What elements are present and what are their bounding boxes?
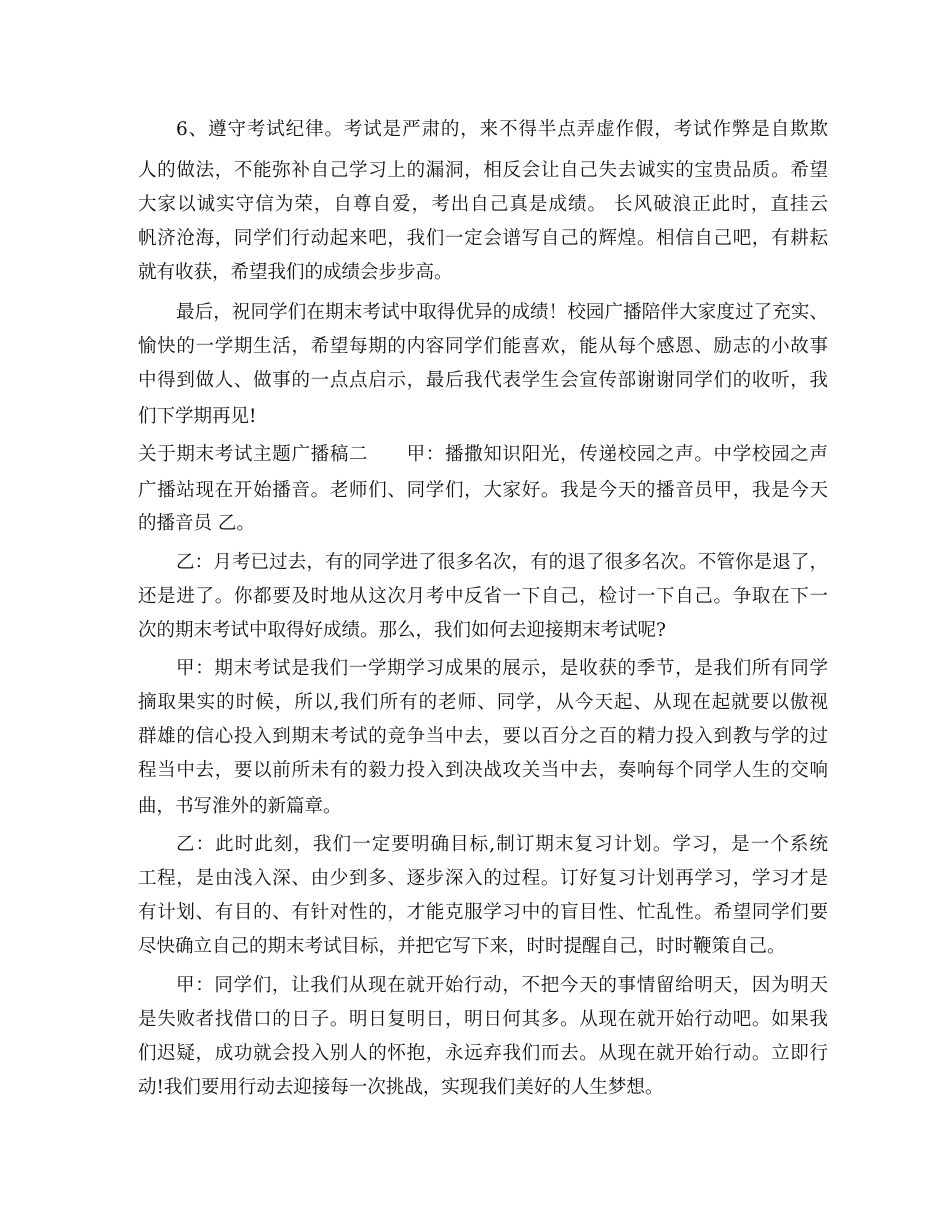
paragraph-7-line-4: 动!我们要用行动去迎接每一次挑战，实现我们美好的人生梦想。	[138, 1077, 664, 1098]
paragraph-3-line-3: 的播音员 乙。	[138, 513, 255, 534]
paragraph-5-line-1: 甲：期末考试是我们一学期学习成果的展示，是收获的季节，是我们所有同学	[176, 658, 828, 679]
paragraph-1-line-3: 大家以诚实守信为荣，自尊自爱，考出自己真是成绩。 长风破浪正此时，直挂云	[138, 194, 828, 215]
paragraph-6-line-3: 有计划、有目的、有针对性的，才能克服学习中的盲目性、忙乱性。希望同学们要	[138, 902, 828, 923]
paragraph-7-line-2: 是失败者找借口的日子。明日复明日，明日何其多。从现在就开始行动吧。如果我	[138, 1009, 828, 1030]
paragraph-7-line-1: 甲：同学们，让我们从现在就开始行动，不把今天的事情留给明天，因为明天	[176, 975, 828, 996]
paragraph-4-line-2: 还是进了。你都要及时地从这次月考中反省一下自己，检讨一下自己。争取在下一	[138, 586, 828, 607]
paragraph-1-line-2: 人的做法，不能弥补自己学习上的漏洞，相反会让自己失去诚实的宝贵品质。希望	[138, 160, 828, 181]
paragraph-2-line-4: 们下学期再见!	[138, 406, 257, 427]
paragraph-2-line-1: 最后，祝同学们在期末考试中取得优异的成绩！校园广播陪伴大家度过了充实、	[176, 302, 828, 323]
paragraph-4-line-3: 次的期末考试中取得好成绩。那么，我们如何去迎接期末考试呢?	[138, 620, 666, 641]
paragraph-4-line-1: 乙：月考已过去，有的同学进了很多名次，有的退了很多名次。不管你是退了，	[176, 552, 828, 573]
section-title-line: 关于期末考试主题广播稿二 甲：播撒知识阳光，传递校园之声。中学校园之声	[138, 444, 828, 465]
paragraph-6-line-2: 工程，是由浅入深、由少到多、逐步深入的过程。订好复习计划再学习，学习才是	[138, 868, 828, 889]
paragraph-3-line-2: 广播站现在开始播音。老师们、同学们，大家好。我是今天的播音员甲，我是今天	[138, 480, 828, 501]
paragraph-2-line-2: 愉快的一学期生活，希望每期的内容同学们能喜欢，能从每个感恩、励志的小故事	[138, 336, 828, 357]
paragraph-5-line-5: 曲，书写淮外的新篇章。	[138, 796, 342, 817]
paragraph-5-line-2: 摘取果实的时候，所以,我们所有的老师、同学，从今天起、从现在起就要以傲视	[138, 692, 828, 713]
paragraph-1-line-5: 就有收获，希望我们的成绩会步步高。	[138, 262, 453, 283]
paragraph-5-line-3: 群雄的信心投入到期末考试的竞争当中去，要以百分之百的精力投入到教与学的过	[138, 726, 828, 747]
paragraph-5-line-4: 程当中去，要以前所未有的毅力投入到决战攻关当中去，奏响每个同学人生的交响	[138, 760, 828, 781]
paragraph-7-line-3: 们迟疑，成功就会投入别人的怀抱，永远弃我们而去。从现在就开始行动。立即行	[138, 1043, 828, 1064]
paragraph-1-line-1: 6、遵守考试纪律。考试是严肃的，来不得半点弄虚作假，考试作弊是自欺欺	[176, 119, 828, 140]
paragraph-2-line-3: 中得到做人、做事的一点点启示，最后我代表学生会宣传部谢谢同学们的收听，我	[138, 370, 828, 391]
paragraph-6-line-4: 尽快确立自己的期末考试目标，并把它写下来，时时提醒自己，时时鞭策自己。	[138, 936, 786, 957]
paragraph-1-line-4: 帆济沧海，同学们行动起来吧，我们一定会谱写自己的辉煌。相信自己吧，有耕耘	[138, 228, 828, 249]
paragraph-6-line-1: 乙：此时此刻，我们一定要明确目标,制订期末复习计划。学习，是一个系统	[176, 834, 828, 855]
